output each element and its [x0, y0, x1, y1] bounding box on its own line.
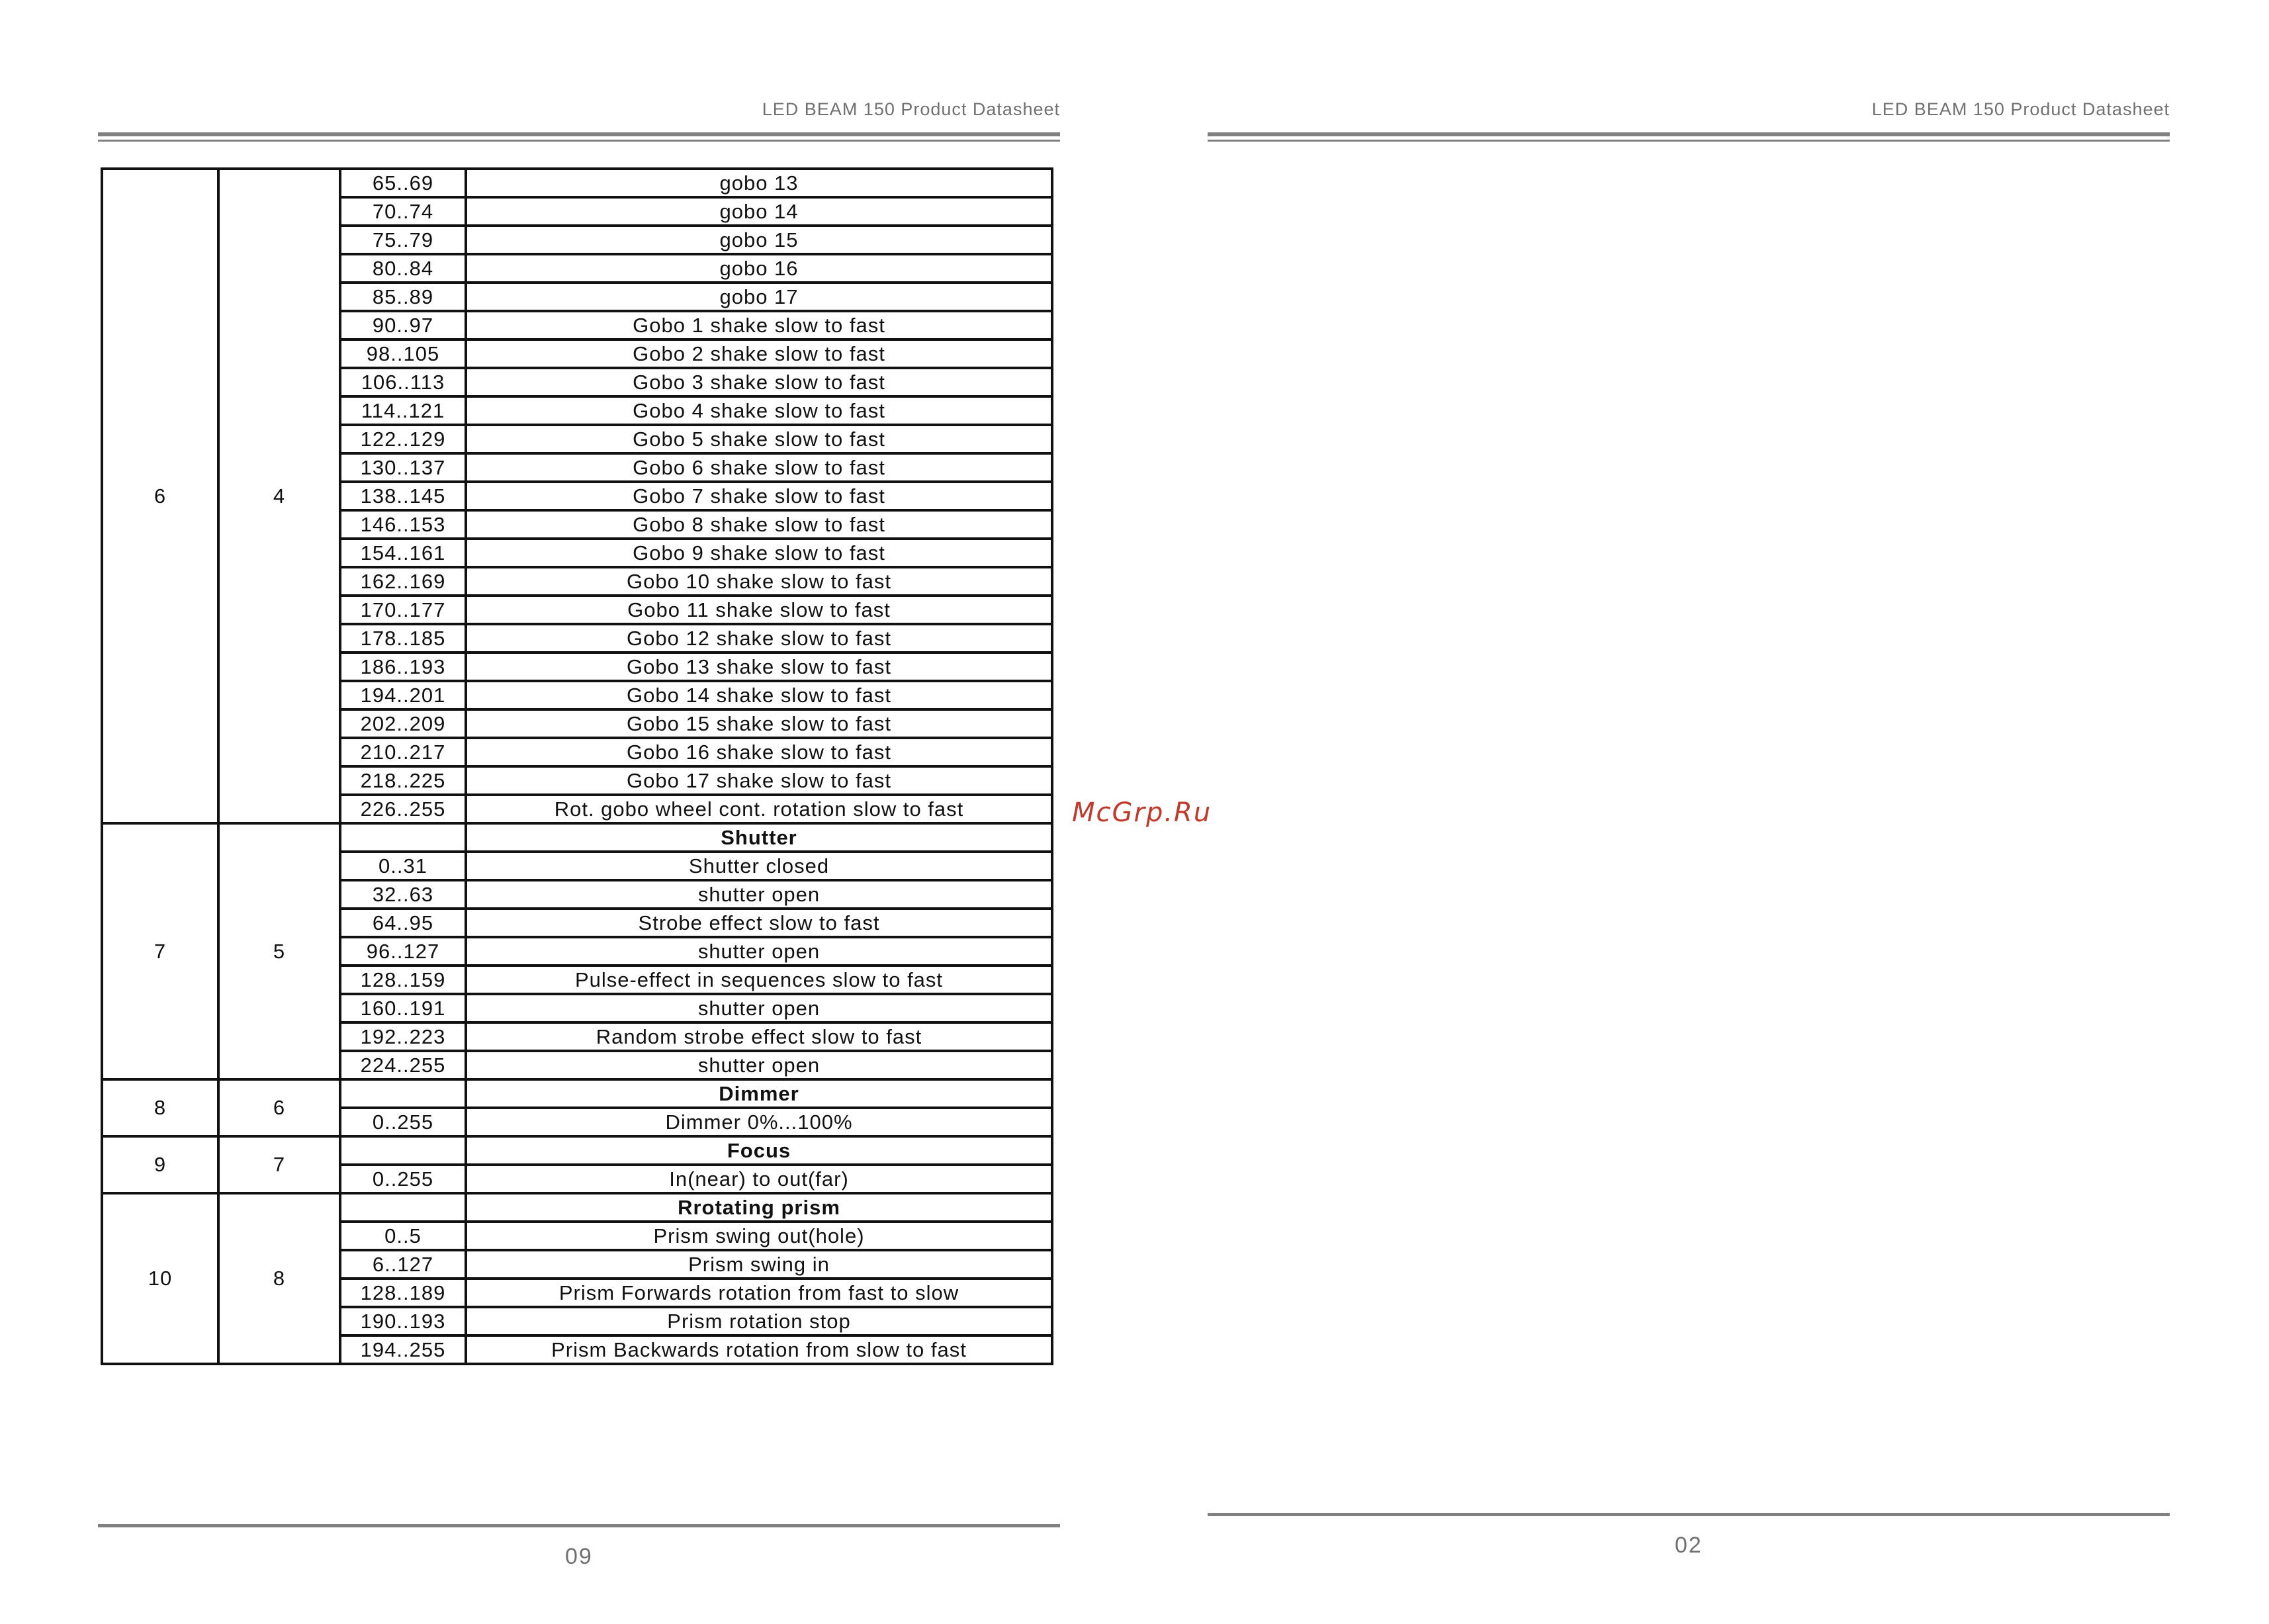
function-cell: Pulse-effect in sequences slow to fast: [466, 966, 1052, 994]
header-title: LED BEAM 150 Product Datasheet: [762, 99, 1060, 119]
channel-cell-a: 6: [102, 169, 218, 823]
function-cell: Rot. gobo wheel cont. rotation slow to fast: [466, 795, 1052, 823]
function-cell: Strobe effect slow to fast: [466, 909, 1052, 937]
channel-cell-a: 8: [102, 1079, 218, 1136]
value-cell: 186..193: [340, 653, 466, 681]
value-cell: 162..169: [340, 567, 466, 596]
function-cell: Gobo 17 shake slow to fast: [466, 766, 1052, 795]
value-cell: 106..113: [340, 368, 466, 396]
table-row: [102, 169, 1052, 197]
value-cell: 218..225: [340, 766, 466, 795]
value-cell: 130..137: [340, 453, 466, 482]
function-cell: gobo 17: [466, 283, 1052, 311]
function-cell: Gobo 13 shake slow to fast: [466, 653, 1052, 681]
function-cell: gobo 15: [466, 226, 1052, 254]
value-cell: [340, 1193, 466, 1222]
channel-cell-b: 8: [218, 1193, 340, 1364]
function-cell: Dimmer 0%...100%: [466, 1108, 1052, 1136]
function-cell: Gobo 6 shake slow to fast: [466, 453, 1052, 482]
value-cell: 85..89: [340, 283, 466, 311]
function-cell: Random strobe effect slow to fast: [466, 1022, 1052, 1051]
value-cell: 0..255: [340, 1108, 466, 1136]
watermark-text: McGrp.Ru: [1072, 797, 1212, 828]
section-heading-cell: Rrotating prism: [466, 1193, 1052, 1222]
footer-rule: [1208, 1513, 2170, 1516]
function-cell: shutter open: [466, 1051, 1052, 1079]
value-cell: 0..255: [340, 1165, 466, 1193]
value-cell: 75..79: [340, 226, 466, 254]
header-title: LED BEAM 150 Product Datasheet: [1871, 99, 2170, 119]
channel-cell-b: 5: [218, 823, 340, 1079]
value-cell: 192..223: [340, 1022, 466, 1051]
value-cell: 64..95: [340, 909, 466, 937]
function-cell: Gobo 3 shake slow to fast: [466, 368, 1052, 396]
value-cell: 178..185: [340, 624, 466, 653]
function-cell: Gobo 4 shake slow to fast: [466, 396, 1052, 425]
function-cell: Prism Backwards rotation from slow to fast: [466, 1335, 1052, 1364]
value-cell: 194..255: [340, 1335, 466, 1364]
value-cell: 128..189: [340, 1279, 466, 1307]
function-cell: Gobo 14 shake slow to fast: [466, 681, 1052, 709]
function-cell: shutter open: [466, 880, 1052, 909]
function-cell: Gobo 9 shake slow to fast: [466, 539, 1052, 567]
value-cell: [340, 1136, 466, 1165]
value-cell: 65..69: [340, 169, 466, 197]
value-cell: 202..209: [340, 709, 466, 738]
function-cell: Gobo 5 shake slow to fast: [466, 425, 1052, 453]
channel-cell-a: 10: [102, 1193, 218, 1364]
function-cell: Gobo 15 shake slow to fast: [466, 709, 1052, 738]
value-cell: 98..105: [340, 339, 466, 368]
function-cell: Gobo 2 shake slow to fast: [466, 339, 1052, 368]
value-cell: 32..63: [340, 880, 466, 909]
value-cell: 170..177: [340, 596, 466, 624]
section-heading-cell: Focus: [466, 1136, 1052, 1165]
function-cell: Gobo 8 shake slow to fast: [466, 510, 1052, 539]
function-cell: In(near) to out(far): [466, 1165, 1052, 1193]
value-cell: 190..193: [340, 1307, 466, 1335]
section-heading-cell: Dimmer: [466, 1079, 1052, 1108]
value-cell: 122..129: [340, 425, 466, 453]
value-cell: 90..97: [340, 311, 466, 339]
function-cell: Gobo 7 shake slow to fast: [466, 482, 1052, 510]
table-row: [102, 1136, 1052, 1165]
value-cell: 0..5: [340, 1222, 466, 1250]
value-cell: 210..217: [340, 738, 466, 766]
value-cell: 194..201: [340, 681, 466, 709]
value-cell: 160..191: [340, 994, 466, 1022]
value-cell: 96..127: [340, 937, 466, 966]
function-cell: Prism rotation stop: [466, 1307, 1052, 1335]
channel-cell-b: 7: [218, 1136, 340, 1193]
left-page: [0, 0, 1125, 1624]
channel-cell-b: 6: [218, 1079, 340, 1136]
function-cell: Gobo 10 shake slow to fast: [466, 567, 1052, 596]
value-cell: 224..255: [340, 1051, 466, 1079]
value-cell: 146..153: [340, 510, 466, 539]
value-cell: 154..161: [340, 539, 466, 567]
function-cell: gobo 14: [466, 197, 1052, 226]
dmx-channel-table: [101, 167, 1053, 1365]
function-cell: shutter open: [466, 937, 1052, 966]
function-cell: shutter open: [466, 994, 1052, 1022]
value-cell: 114..121: [340, 396, 466, 425]
function-cell: Gobo 1 shake slow to fast: [466, 311, 1052, 339]
function-cell: Gobo 16 shake slow to fast: [466, 738, 1052, 766]
value-cell: 128..159: [340, 966, 466, 994]
function-cell: Prism swing in: [466, 1250, 1052, 1279]
function-cell: Gobo 12 shake slow to fast: [466, 624, 1052, 653]
channel-cell-a: 9: [102, 1136, 218, 1193]
channel-cell-b: 4: [218, 169, 340, 823]
value-cell: 80..84: [340, 254, 466, 283]
function-cell: Gobo 11 shake slow to fast: [466, 596, 1052, 624]
right-page: [1191, 0, 2269, 1624]
value-cell: 226..255: [340, 795, 466, 823]
footer-rule: [98, 1524, 1060, 1527]
header-rule: [98, 132, 1060, 142]
section-heading-cell: Shutter: [466, 823, 1052, 852]
function-cell: Prism Forwards rotation from fast to slow: [466, 1279, 1052, 1307]
dmx-table-body: [102, 169, 1052, 1364]
page-number: 02: [1675, 1533, 1703, 1558]
channel-cell-a: 7: [102, 823, 218, 1079]
value-cell: [340, 823, 466, 852]
value-cell: 138..145: [340, 482, 466, 510]
value-cell: [340, 1079, 466, 1108]
function-cell: gobo 13: [466, 169, 1052, 197]
value-cell: 0..31: [340, 852, 466, 880]
header-rule: [1208, 132, 2170, 142]
value-cell: 6..127: [340, 1250, 466, 1279]
function-cell: gobo 16: [466, 254, 1052, 283]
table-row: [102, 1193, 1052, 1222]
function-cell: Prism swing out(hole): [466, 1222, 1052, 1250]
table-row: [102, 1079, 1052, 1108]
page-number: 09: [565, 1544, 593, 1569]
function-cell: Shutter closed: [466, 852, 1052, 880]
value-cell: 70..74: [340, 197, 466, 226]
table-row: [102, 823, 1052, 852]
